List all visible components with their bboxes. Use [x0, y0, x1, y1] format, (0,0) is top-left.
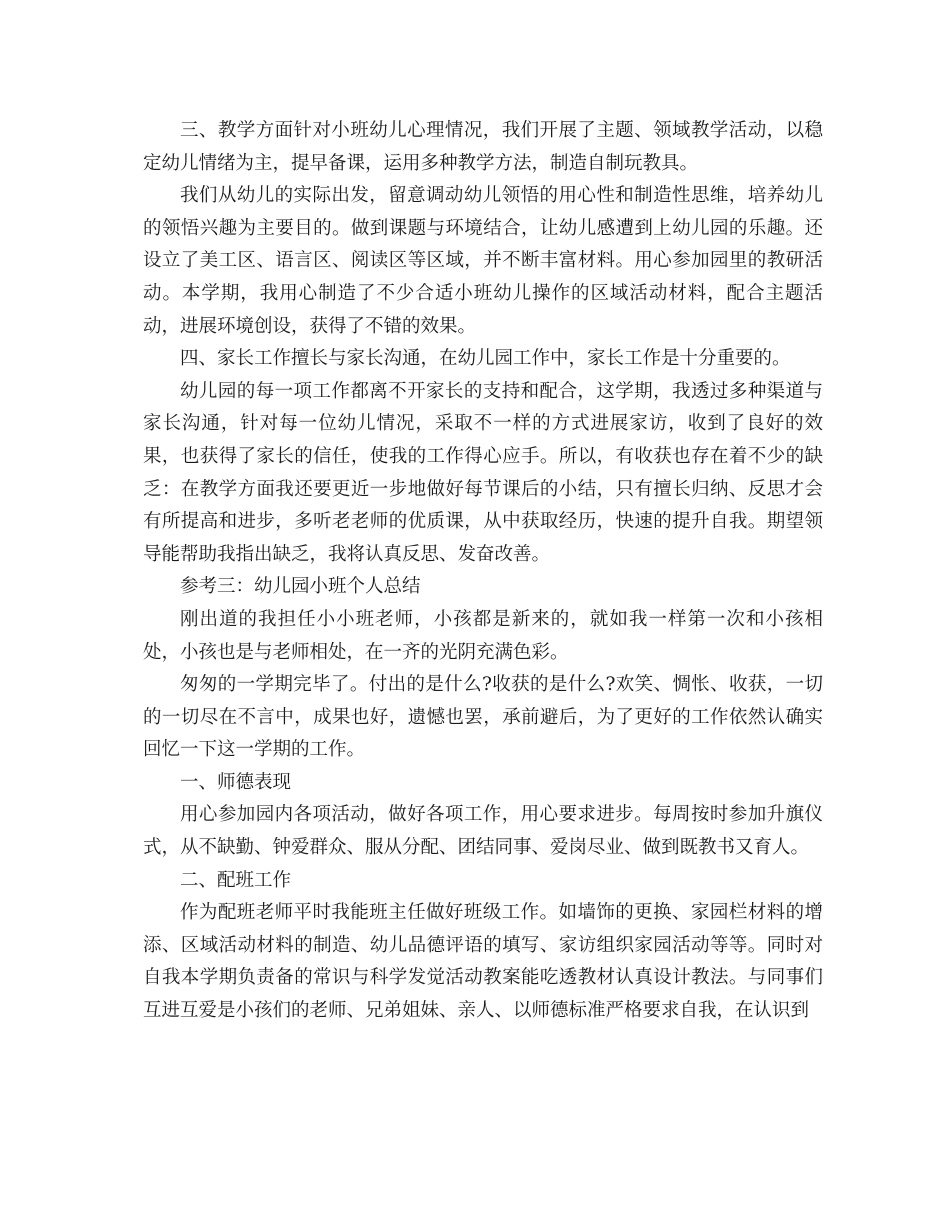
paragraph-teaching: 三、教学方面针对小班幼儿心理情况，我们开展了主题、领域教学活动，以稳定幼儿情绪为主，提早备课，运用多种教学方法，制造自制玩教具。 [143, 120, 823, 174]
heading-teacher-ethics: 一、师德表现 [180, 771, 292, 793]
paragraph-parents-detail: 幼儿园的每一项工作都离不开家长的支持和配合，这学期，我透过多种渠道与家长沟通，针对每一位幼儿情况，采取不一样的方式进展家访，收到了良好的效果，也获得了家长的信任，使我的工作得心应手。所以，有收获也存在着不少的缺乏：在教学方面我还要更近一步地做好每节课后的小结，只有擅长归纳、反思才会有所提高和进步，多听老老师的优质课，从中获取经历，快速的提升自我。期望领导能帮助我指出缺乏，我将认真反思、发奋改善。 [143, 380, 823, 565]
paragraph-parents-heading: 四、家长工作擅长与家长沟通，在幼儿园工作中，家长工作是十分重要的。 [180, 348, 791, 370]
paragraph-intro: 刚出道的我担任小小班老师，小孩都是新来的，就如我一样第一次和小孩相处，小孩也是与老师相处，在一齐的光阴充满色彩。 [143, 608, 823, 663]
paragraph-teaching-detail: 我们从幼儿的实际出发，留意调动幼儿领悟的用心性和制造性思维，培养幼儿的领悟兴趣为主要目的。做到课题与环境结合，让幼儿感遭到上幼儿园的乐趣。还设立了美工区、语言区、阅读区等区域，并不断丰富材料。用心参加园里的教研活动。本学期，我用心制造了不少合适小班幼儿操作的区域活动材料，配合主题活动，进展环境创设，获得了不错的效果。 [143, 185, 823, 337]
document-body [143, 115, 823, 1028]
paragraph-teacher-ethics: 用心参加园内各项活动，做好各项工作，用心要求进步。每周按时参加升旗仪式，从不缺勤、钟爱群众、服从分配、团结同事、爱岗尽业、做到既教书又育人。 [143, 804, 823, 859]
paragraph-semester-review: 匆匆的一学期完毕了。付出的是什么?收获的是什么?欢笑、惆怅、收获，一切的一切尽在不言中，成果也好，遗憾也罢，承前避后，为了更好的工作依然认确实回忆一下这一学期的工作。 [143, 674, 823, 761]
section-heading-reference-three: 参考三：幼儿园小班个人总结 [180, 576, 421, 598]
paragraph-assistant-class-work: 作为配班老师平时我能班主任做好班级工作。如墙饰的更换、家园栏材料的增添、区域活动材料的制造、幼儿品德评语的填写、家访组织家园活动等等。同时对自我本学期负责备的常识与科学发觉活动教案能吃透教材认真设计教法。与同事们互进互爱是小孩们的老师、兄弟姐妹、亲人、以师德标准严格要求自我，在认识到 [143, 902, 823, 1022]
heading-assistant-class-work: 二、配班工作 [180, 869, 292, 891]
